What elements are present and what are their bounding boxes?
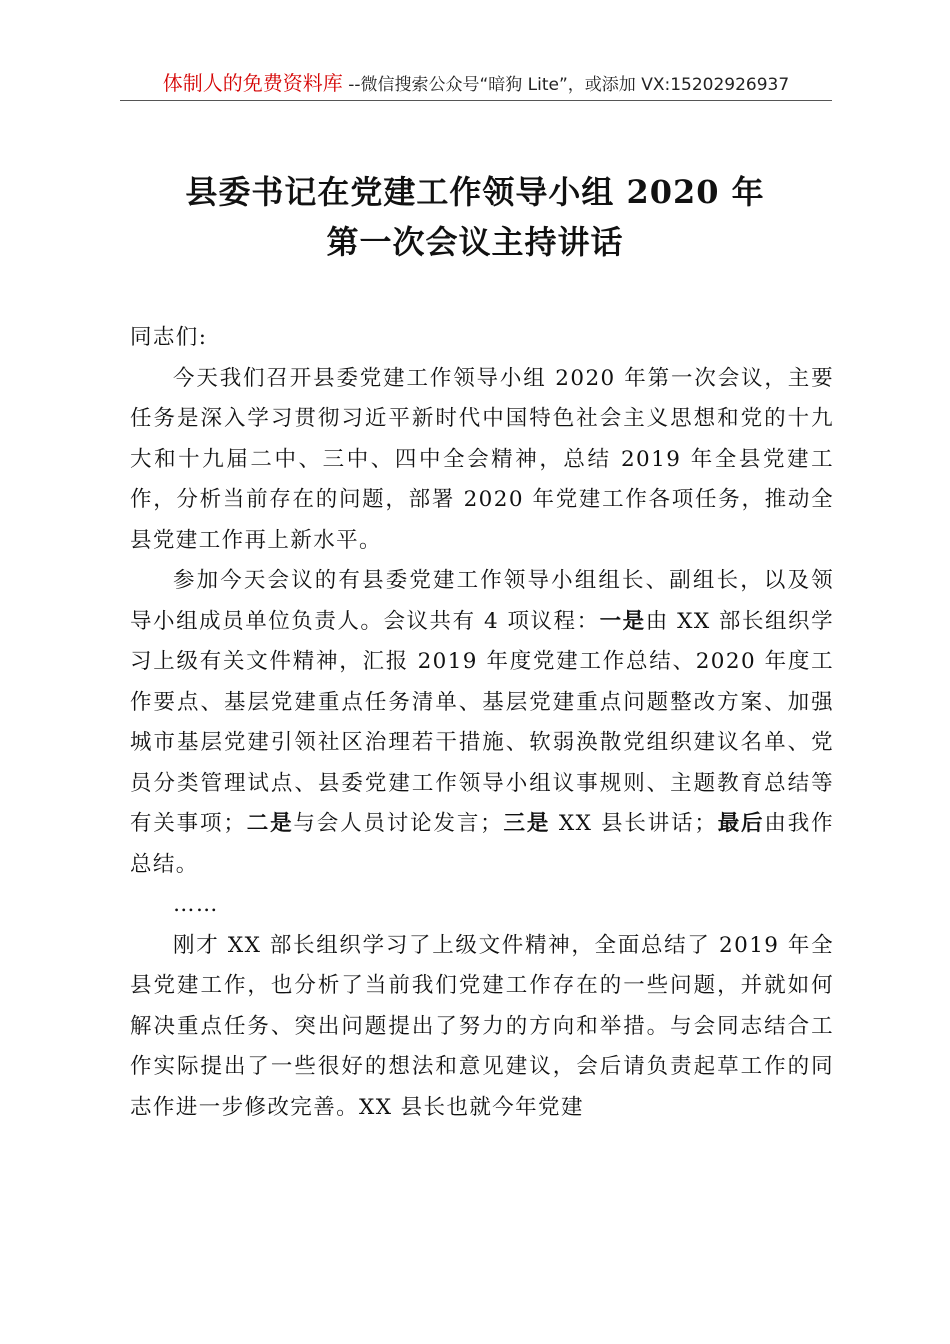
agenda-marker-final: 最后 <box>717 811 765 836</box>
header-divider <box>120 100 832 101</box>
watermark-header <box>120 68 832 100</box>
agenda-marker-2: 二是 <box>246 811 294 836</box>
paragraph-1: 今天我们召开县委党建工作领导小组 2020 年第一次会议，主要任务是深入学习贯彻习近平新时代中国特色社会主义思想和党的十九大和十九届二中、三中、四中全会精神，总结 2019 年全县党建工作，分析当前存在的问题，部署 2020 年党建工作各项任务，推动全县党建工作再上新水平。 <box>130 365 834 553</box>
paragraph-2-text-5: 由我作总结。 <box>130 811 834 877</box>
ellipsis: …… <box>173 892 219 917</box>
agenda-marker-1: 一是 <box>599 608 646 634</box>
document-body <box>130 318 834 1128</box>
paragraph-2-text-1: 参加今天会议的有县委党建工作领导小组组长、副组长，以及领导小组成员单位负责人。会议共有 4 项议程： <box>130 568 834 634</box>
header-note: --微信搜索公众号“暗狗 Lite”，或添加 VX:15202926937 <box>342 75 790 95</box>
header-brand: 体制人的免费资料库 <box>162 71 343 95</box>
document-title-line-1: 县委书记在党建工作领导小组 2020 年 <box>185 173 765 211</box>
paragraph-2-text-3: 与会人员讨论发言； <box>293 811 504 836</box>
paragraph-3: 刚才 XX 部长组织学习了上级文件精神，全面总结了 2019 年全县党建工作，也分析了当前我们党建工作存在的一些问题，并就如何解决重点任务、突出问题提出了努力的方向和举措。与会同志结合工作实际提出了一些很好的想法和意见建议，会后请负责起草工作的同志作进一步修改完善。XX 县长也就今年党建 <box>130 932 834 1120</box>
agenda-marker-3: 三是 <box>503 811 551 836</box>
paragraph-2-text-2: 由 XX 部长组织学习上级有关文件精神，汇报 2019 年度党建工作总结、2020 年度工作要点、基层党建重点任务清单、基层党建重点问题整改方案、加强城市基层党建引领社区治理若干措施、软弱涣散党组织建议名单、党员分类管理试点、县委党建工作领导小组议事规则、主题教育总结等有关事项； <box>130 608 834 836</box>
document-title-line-2: 第一次会议主持讲话 <box>326 223 624 261</box>
paragraph-2-text-4: XX 县长讲话； <box>550 811 718 836</box>
salutation: 同志们: <box>130 325 208 350</box>
paragraph-2 <box>130 561 834 885</box>
